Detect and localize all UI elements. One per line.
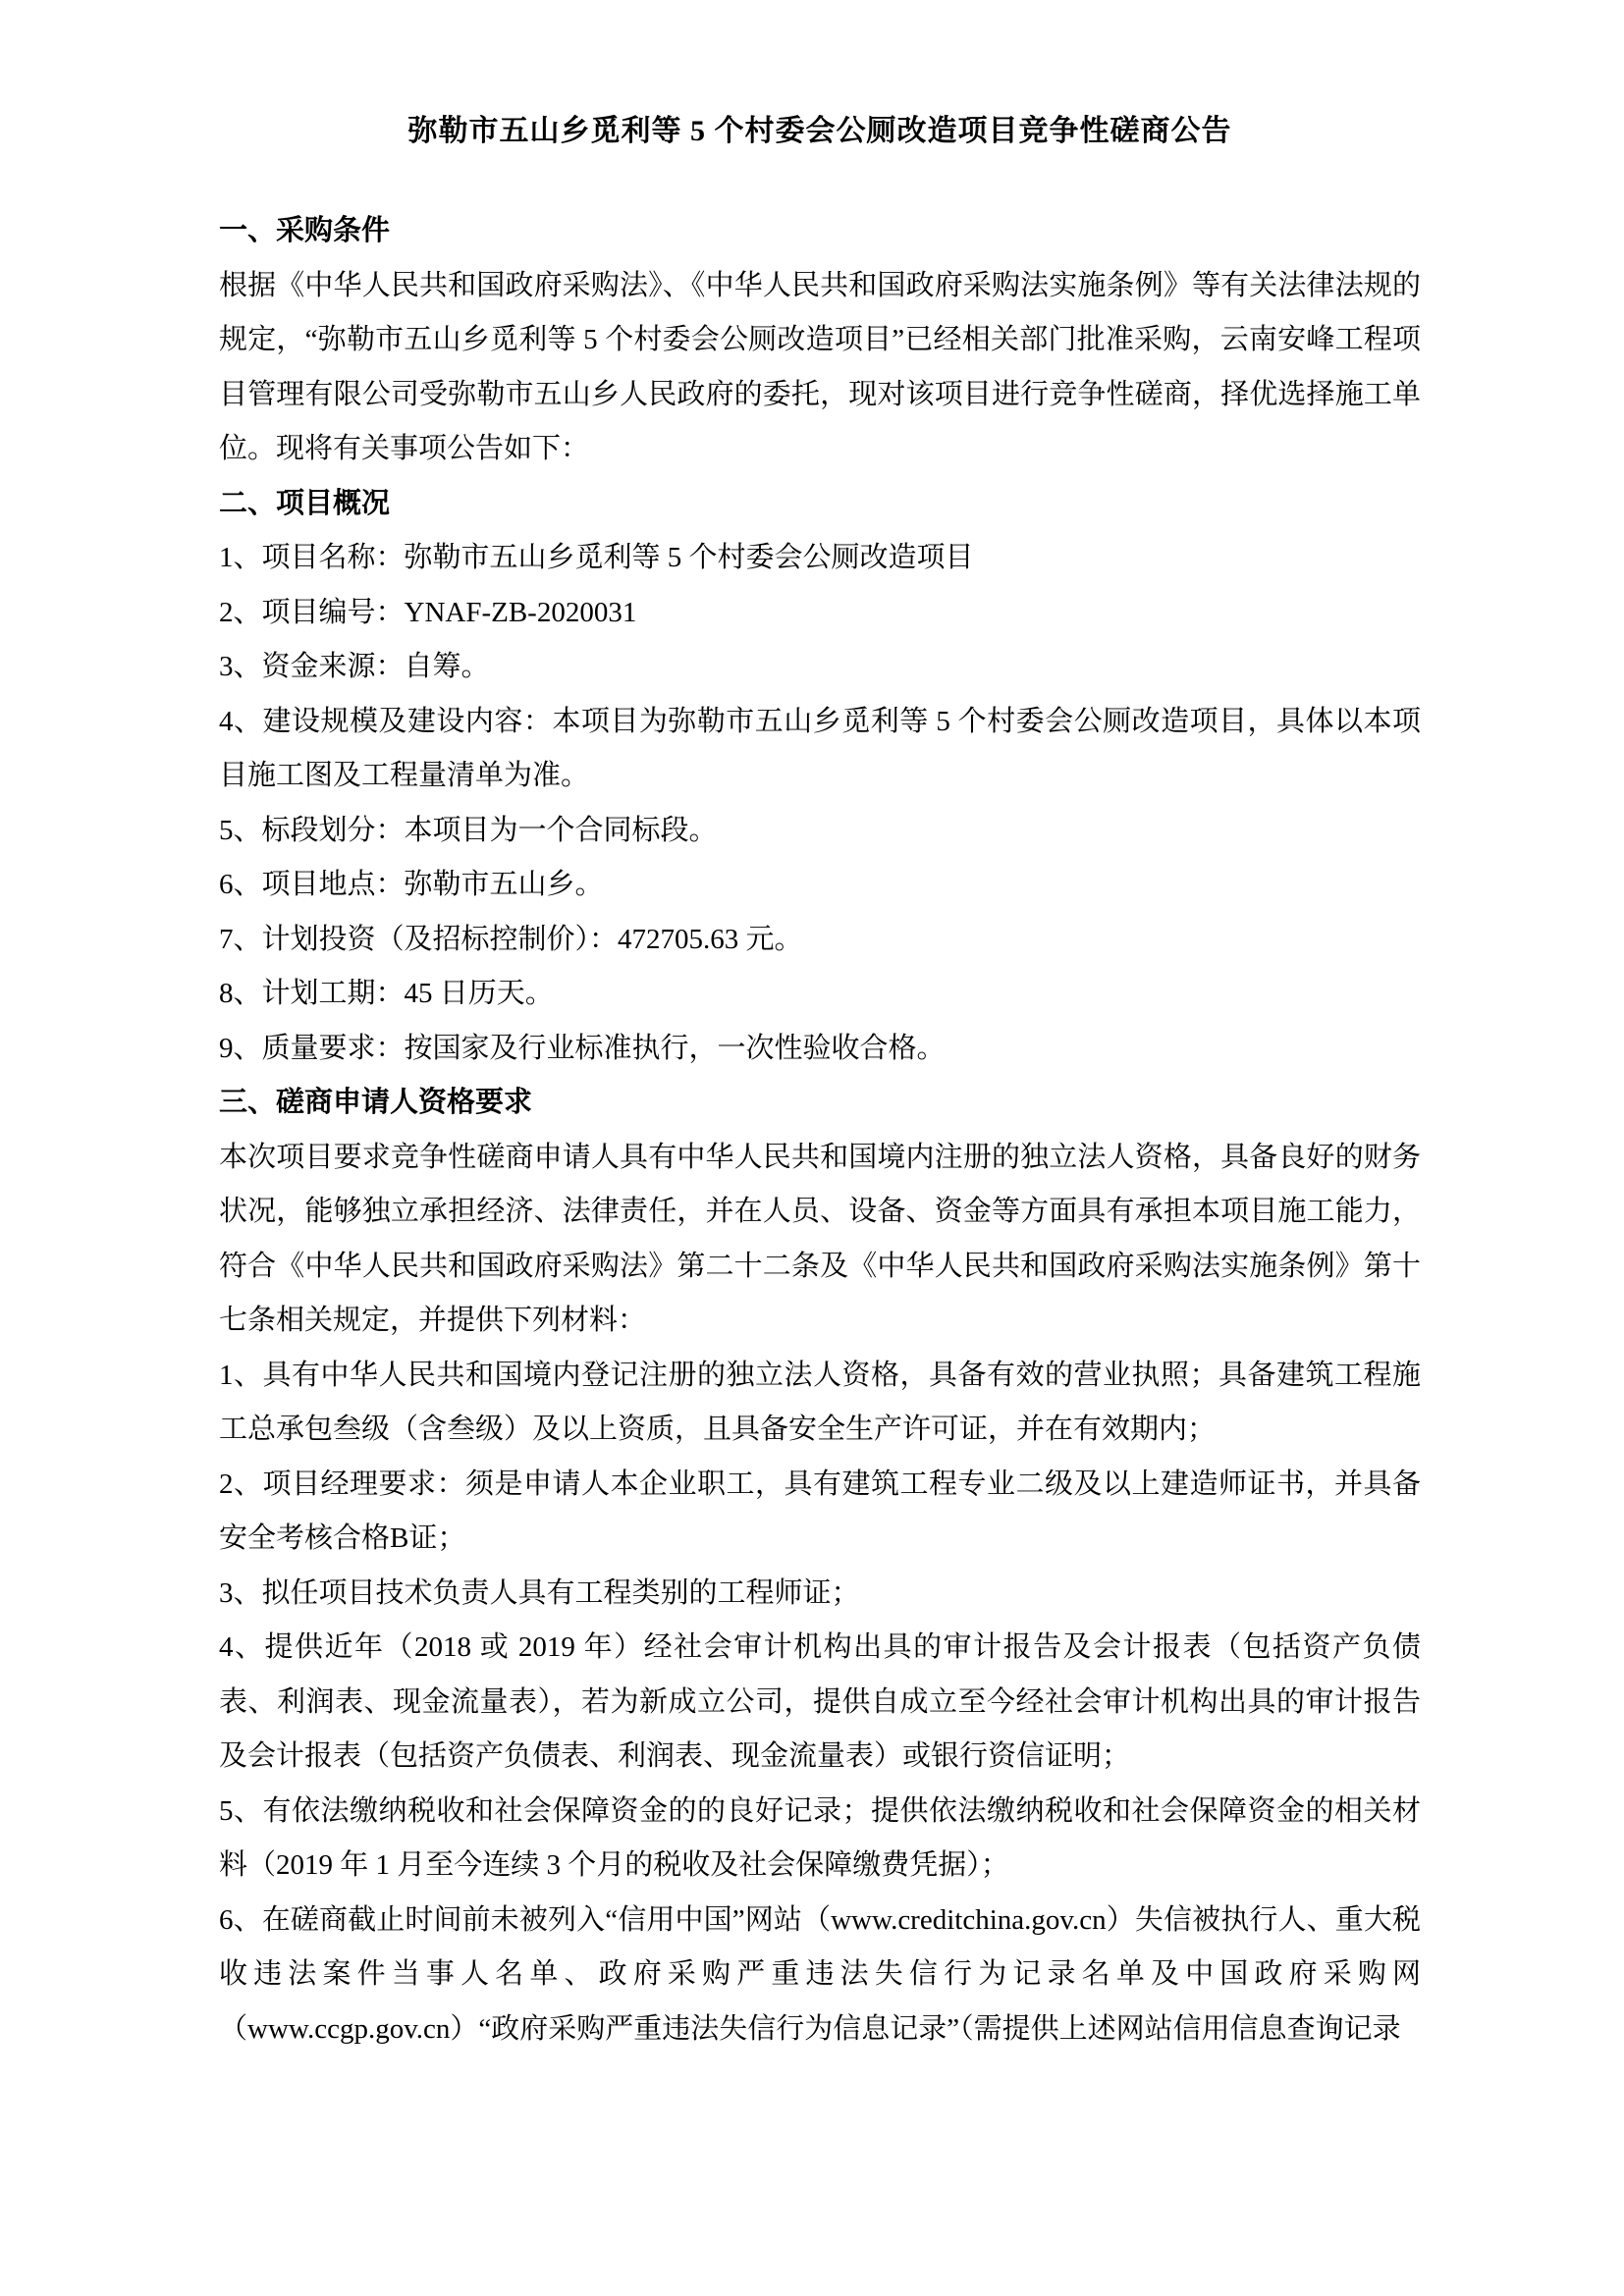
item-credit-record-requirement: 6、在磋商截止时间前未被列入“信用中国”网站（www.creditchina.gov.cn）失信被执行人、重大税收违法案件当事人名单、政府采购严重违法失信行为记录名单及中国政府采购网（www.ccgp.gov.cn）“政府采购严重违法失信行为信息记录”（需提供上述网站信用信息查询记录 [219,1903,1421,2045]
item-legal-person-qualification: 1、具有中华人民共和国境内登记注册的独立法人资格，具备有效的营业执照；具备建筑工程施工总承包叁级（含叁级）及以上资质，且具备安全生产许可证，并在有效期内； [219,1359,1421,1445]
section-heading-procurement-conditions: 一、采购条件 [219,215,391,246]
item-construction-scope: 4、建设规模及建设内容：本项目为弥勒市五山乡觅利等 5 个村委会公厕改造项目，具体以本项目施工图及工程量清单为准。 [219,705,1421,791]
item-project-location: 6、项目地点：弥勒市五山乡。 [219,869,604,900]
item-audit-report-requirement: 4、提供近年（2018 或 2019 年）经社会审计机构出具的审计报告及会计报表（包括资产负债表、利润表、现金流量表），若为新成立公司，提供自成立至今经社会审计机构出具的审计报告及会计报表（包括资产负债表、利润表、现金流量表）或银行资信证明； [219,1631,1421,1772]
item-quality-requirement: 9、质量要求：按国家及行业标准执行，一次性验收合格。 [219,1032,946,1064]
item-bid-section-division: 5、标段划分：本项目为一个合同标段。 [219,814,718,846]
item-project-name: 1、项目名称：弥勒市五山乡觅利等 5 个村委会公厕改造项目 [219,542,974,573]
item-project-number: 2、项目编号：YNAF-ZB-2020031 [219,596,637,628]
paragraph-procurement-basis: 根据《中华人民共和国政府采购法》、《中华人民共和国政府采购法实施条例》等有关法律法规的规定，“弥勒市五山乡觅利等 5 个村委会公厕改造项目”已经相关部门批准采购，云南安峰工程项目管理有限公司受弥勒市五山乡人民政府的委托，现对该项目进行竞争性磋商，择优选择施工单位。现将有关事项公告如下： [219,269,1421,464]
section-heading-project-overview: 二、项目概况 [219,487,391,519]
item-funding-source: 3、资金来源：自筹。 [219,651,490,682]
item-planned-investment: 7、计划投资（及招标控制价）：472705.63 元。 [219,923,803,955]
paragraph-qualification-intro: 本次项目要求竞争性磋商申请人具有中华人民共和国境内注册的独立法人资格，具备良好的财务状况，能够独立承担经济、法律责任，并在人员、设备、资金等方面具有承担本项目施工能力，符合《中华人民共和国政府采购法》第二十二条及《中华人民共和国政府采购法实施条例》第十七条相关规定，并提供下列材料： [219,1141,1421,1336]
section-heading-applicant-qualifications: 三、磋商申请人资格要求 [219,1087,533,1118]
item-project-manager-requirement: 2、项目经理要求：须是申请人本企业职工，具有建筑工程专业二级及以上建造师证书，并具备安全考核合格B证； [219,1468,1421,1554]
document-body [219,204,1421,2056]
document-title: 弥勒市五山乡觅利等 5 个村委会公厕改造项目竞争性磋商公告 [407,115,1232,147]
item-tax-social-security-requirement: 5、有依法缴纳税收和社会保障资金的的良好记录；提供依法缴纳税收和社会保障资金的相关材料（2019 年 1 月至今连续 3 个月的税收及社会保障缴费凭据）； [219,1794,1421,1881]
item-planned-duration: 8、计划工期：45 日历天。 [219,978,554,1009]
item-technical-lead-requirement: 3、拟任项目技术负责人具有工程类别的工程师证； [219,1576,860,1609]
